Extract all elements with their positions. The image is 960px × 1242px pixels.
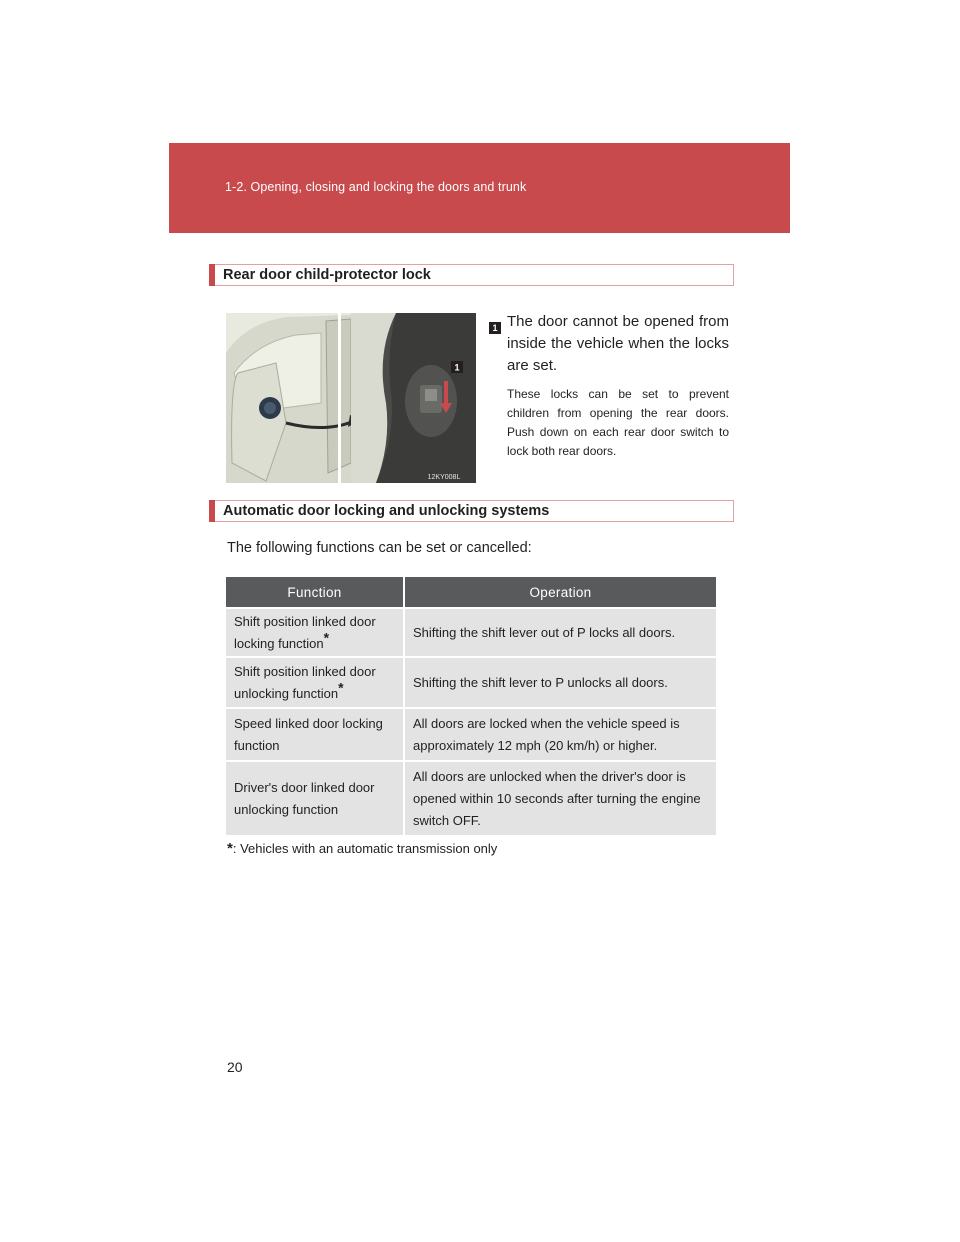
header-band xyxy=(169,143,790,233)
callout-note: These locks can be set to prevent children from opening the rear doors. Push down on each rear door switch to lock both rear doors. xyxy=(507,387,729,458)
child-lock-illustration xyxy=(226,313,476,483)
table-row xyxy=(226,708,716,761)
table-cell-operation: All doors are locked when the vehicle speed is approximately 12 mph (20 km/h) or higher. xyxy=(404,708,716,761)
function-text: Shift position linked door unlocking function xyxy=(234,663,376,701)
table-cell-function xyxy=(226,761,404,835)
table-header-function: Function xyxy=(226,577,404,608)
footnote-text: : Vehicles with an automatic transmission only xyxy=(232,841,498,856)
heading-accent-bar xyxy=(209,264,215,286)
auto-lock-intro: The following functions can be set or cancelled: xyxy=(227,540,532,556)
table-cell-function xyxy=(226,657,404,708)
table-row xyxy=(226,608,716,657)
asterisk-mark: * xyxy=(323,629,330,646)
child-lock-illustration-drawing xyxy=(226,313,476,483)
functions-table xyxy=(226,577,716,835)
section-heading-child-lock xyxy=(209,264,734,286)
section-heading-text: Automatic door locking and unlocking systems xyxy=(223,503,550,519)
function-text: Speed linked door locking function xyxy=(234,715,383,753)
table-cell-function xyxy=(226,708,404,761)
callout-marker xyxy=(489,318,501,336)
footnote-marker: * xyxy=(227,840,233,857)
footnote xyxy=(227,840,497,857)
chapter-section-title: 1-2. Opening, closing and locking the doors and trunk xyxy=(225,180,527,194)
illustration-code: 12KY008L xyxy=(427,474,461,481)
table-header-row xyxy=(226,577,716,608)
page-number: 20 xyxy=(227,1059,243,1075)
table-row xyxy=(226,657,716,708)
function-text: Driver's door linked door unlocking function xyxy=(234,779,375,817)
table-cell-operation: All doors are unlocked when the driver's door is opened within 10 seconds after turning the engine switch OFF. xyxy=(404,761,716,835)
table-header-operation: Operation xyxy=(404,577,716,608)
section-heading-auto-lock xyxy=(209,500,734,522)
table-cell-operation: Shifting the shift lever to P unlocks all doors. xyxy=(404,657,716,708)
callout-text: The door cannot be opened from inside the vehicle when the locks are set. xyxy=(507,313,729,374)
table-cell-operation: Shifting the shift lever out of P locks all doors. xyxy=(404,608,716,657)
heading-accent-bar xyxy=(209,500,215,522)
illustration-marker: 1 xyxy=(454,362,460,373)
table-cell-function xyxy=(226,608,404,657)
callout-number-badge: 1 xyxy=(489,322,501,334)
function-text: Shift position linked door locking function xyxy=(234,613,376,651)
section-heading-text: Rear door child-protector lock xyxy=(223,267,431,283)
asterisk-mark: * xyxy=(338,679,344,696)
table-row xyxy=(226,761,716,835)
